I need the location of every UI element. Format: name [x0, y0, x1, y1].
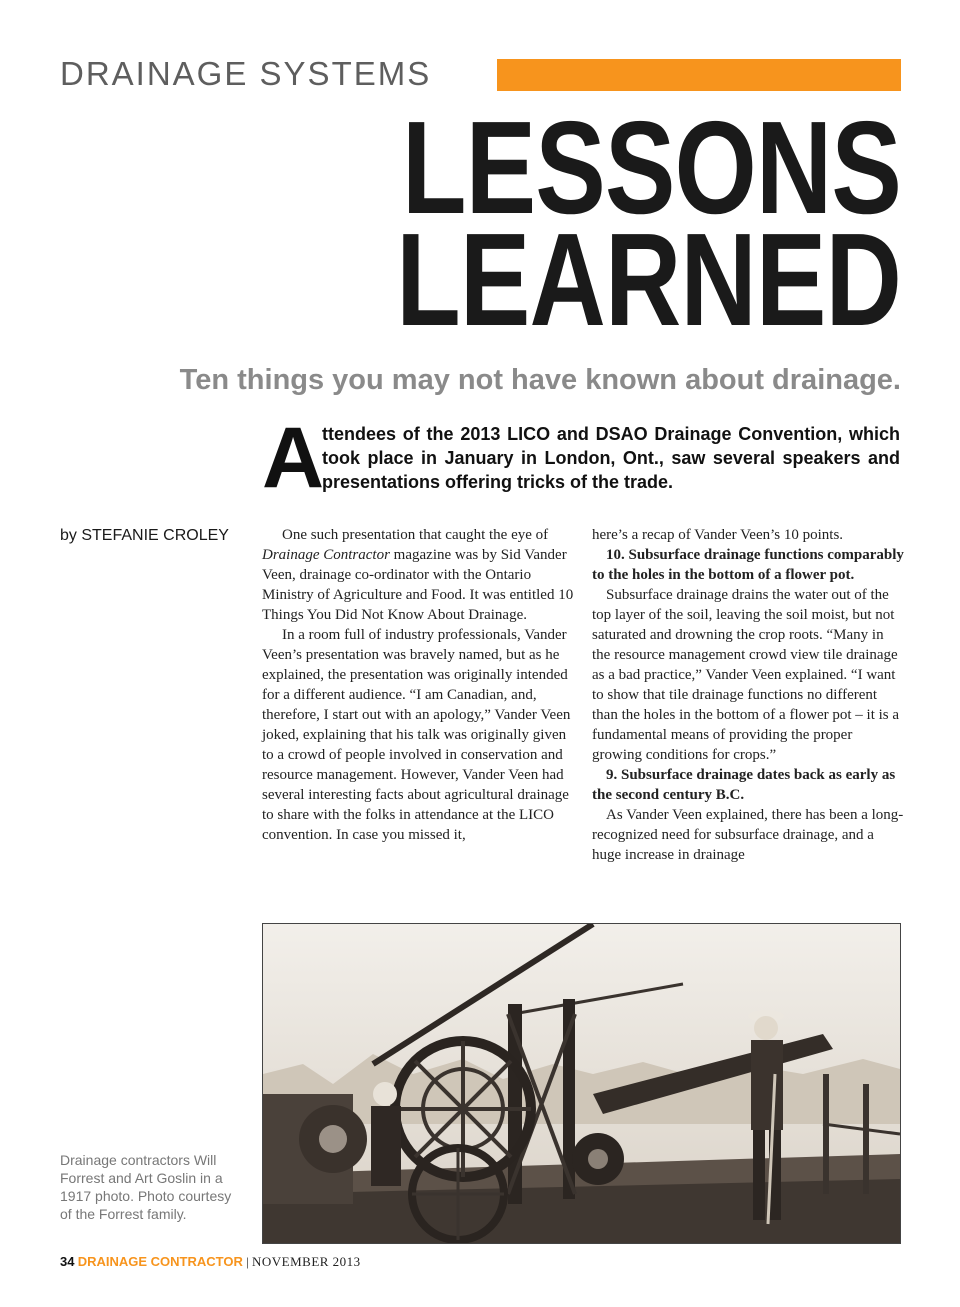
historic-photo	[262, 923, 901, 1244]
headline	[396, 94, 901, 353]
photo-caption: Drainage contractors Will Forrest and Art Goslin in a 1917 photo. Photo courtesy of the Forrest family.	[60, 1152, 232, 1222]
paragraph-text: magazine was by Sid Vander Veen, drainage co-ordinator with the Ontario Ministry of Agriculture and Food. It was entitled 10 Things You Did Not Know About Drainage.	[262, 547, 574, 623]
point-heading: 9. Subsurface drainage dates back as early as the second century B.C.	[592, 767, 896, 803]
magazine-title: Drainage Contractor	[262, 547, 390, 563]
section-accent-bar	[497, 59, 901, 91]
paragraph: here’s a recap of Vander Veen’s 10 points.	[592, 527, 844, 543]
byline: by STEFANIE CROLEY	[60, 527, 229, 544]
section-title: DRAINAGE SYSTEMS	[60, 55, 432, 92]
issue-date: NOVEMBER 2013	[251, 1254, 361, 1269]
page-footer	[60, 1254, 361, 1270]
photo-illustration	[263, 924, 900, 1243]
paragraph: As Vander Veen explained, there has been a long-recognized need for subsurface drainage, and a huge increase in drainage	[592, 807, 904, 863]
page-number: 34	[60, 1254, 75, 1269]
headline-line-2: LEARNED	[396, 206, 901, 353]
headline-line-1: LESSONS	[401, 94, 901, 241]
paragraph: In a room full of industry professionals, Vander Veen’s presentation was bravely named, but as he explained, the presentation was originally intended for a different audience. “I am Canadian, and, therefore, I start out with an apology,” Vander Veen joked, explaining that his talk was originally given to a crowd of people involved in conservation and resource management. However, Vander Veen had several interesting facts about agricultural drainage to share with the folks in attendance at the LICO convention. In case you missed it,	[262, 627, 571, 843]
section-header	[60, 56, 901, 92]
footer-separator: |	[246, 1254, 249, 1269]
article-column-1	[262, 525, 574, 845]
paragraph	[262, 525, 574, 625]
deck-subtitle: Ten things you may not have known about drainage.	[179, 364, 901, 396]
article-column-2	[592, 525, 904, 865]
paragraph-text: One such presentation that caught the eye of	[282, 527, 549, 543]
intro-text: ttendees of the 2013 LICO and DSAO Drainage Convention, which took place in January in London, Ont., saw several speakers and presentations offering tricks of the trade.	[322, 424, 900, 492]
magazine-name: DRAINAGE CONTRACTOR	[77, 1254, 243, 1269]
intro-block	[262, 410, 902, 506]
paragraph: Subsurface drainage drains the water out of the top layer of the soil, leaving the soil moist, but not saturated and drowning the crop roots. “Many in the resource management crowd view tile drainage as a bad practice,” Vander Veen explained. “I want to show that tile drainage functions no different than the holes in the bottom of a flower pot – it is a fundamental means of providing the proper growing conditions for crops.”	[592, 587, 900, 763]
drop-cap: A	[262, 410, 325, 506]
point-heading: 10. Subsurface drainage functions comparably to the holes in the bottom of a flower pot.	[592, 547, 904, 583]
